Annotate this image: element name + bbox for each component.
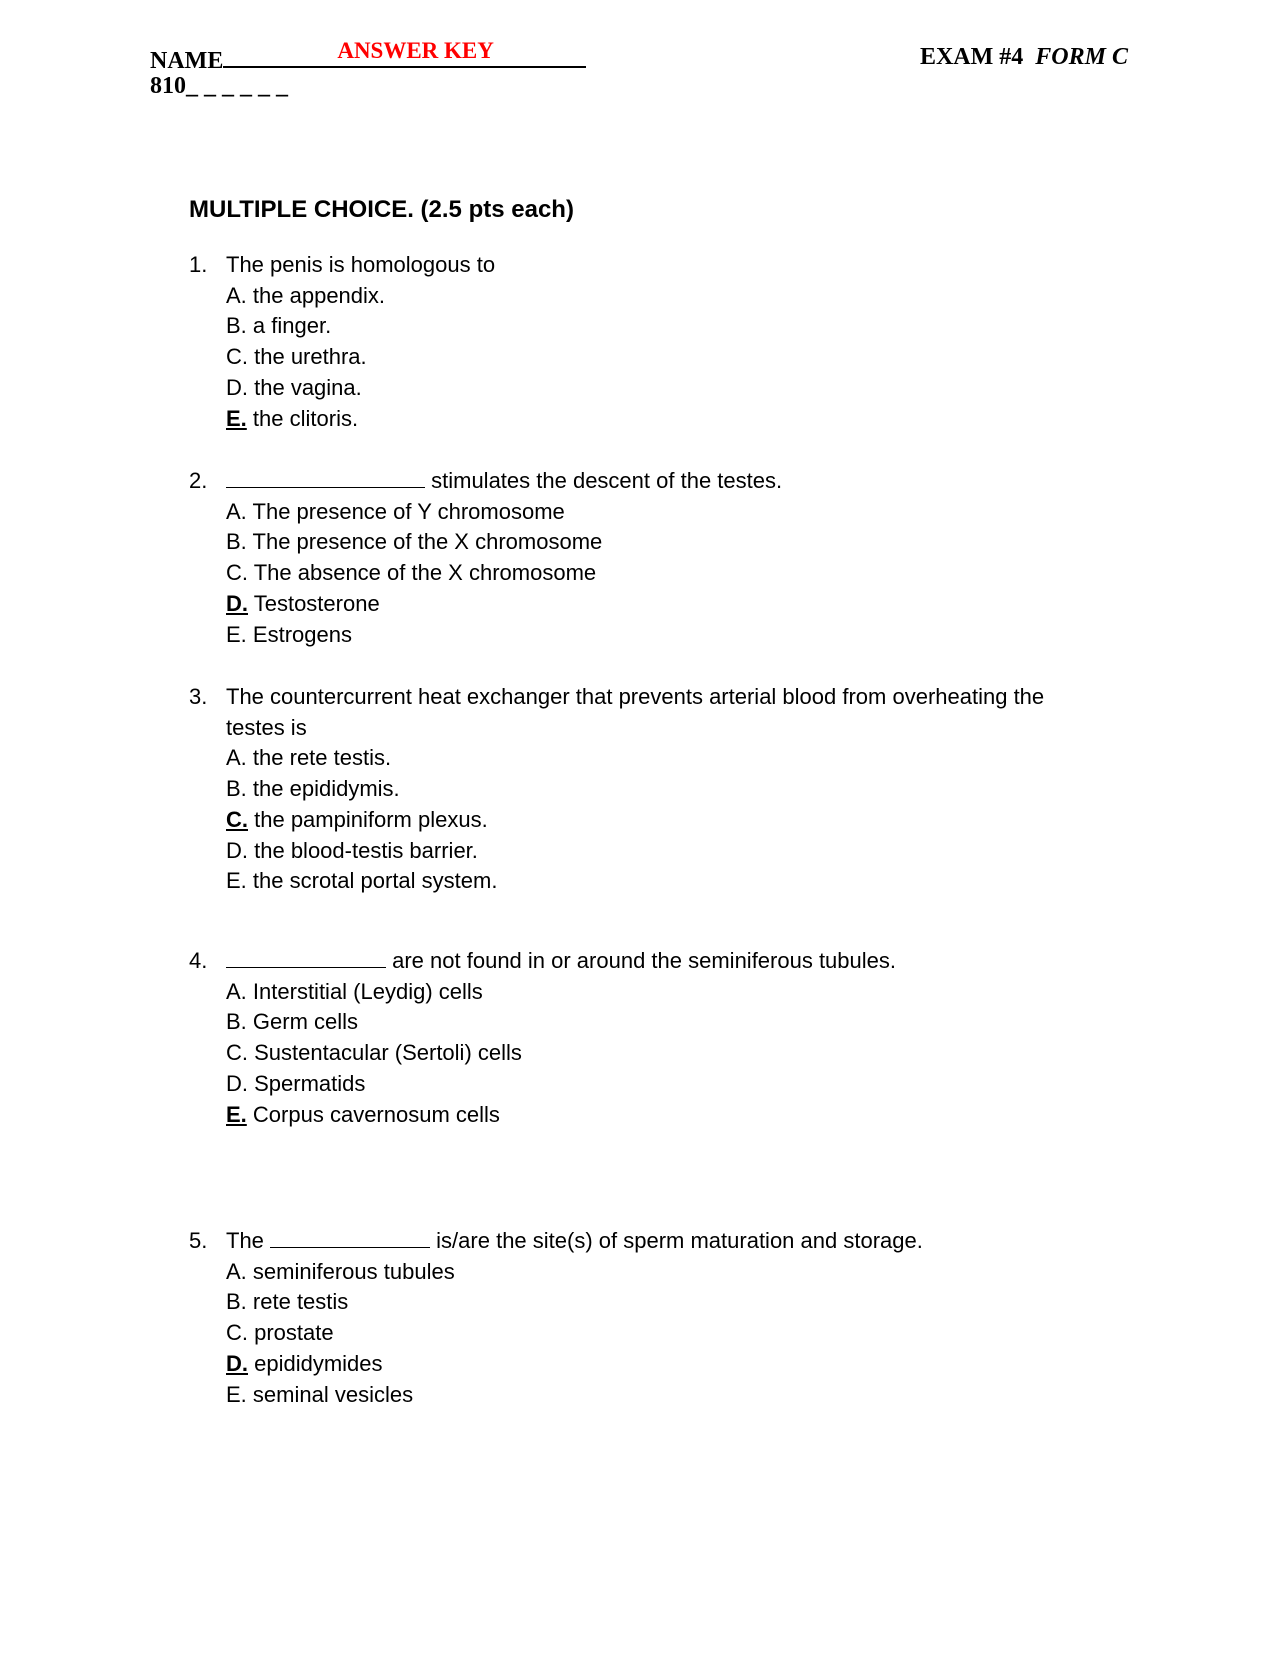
exam-label: EXAM #4 (919, 44, 1024, 70)
option-text: the scrotal portal system. (252, 868, 498, 894)
question-2 (189, 466, 1109, 650)
option-c (226, 805, 1106, 836)
correct-answer-letter: E. (226, 1101, 247, 1127)
question-number: 4. (189, 948, 208, 973)
option-letter: B. (226, 529, 247, 555)
option-letter: D. (226, 1070, 248, 1096)
option-text: the epididymis. (252, 776, 400, 802)
option-c (226, 1318, 1109, 1349)
option-e (226, 404, 1109, 435)
question-4 (189, 946, 1109, 1130)
question-stem (226, 466, 1109, 497)
option-b (226, 311, 1109, 342)
option-text: the clitoris. (252, 405, 359, 431)
correct-answer-letter: E. (226, 405, 247, 431)
option-d (226, 373, 1109, 404)
answer-blank (270, 1227, 430, 1248)
option-e (226, 620, 1109, 651)
option-letter: A. (226, 1258, 247, 1284)
question-number: 2. (189, 468, 208, 493)
option-d (226, 1069, 1109, 1100)
question-text: The penis is homologous to (226, 252, 496, 277)
option-text: epididymides (254, 1350, 383, 1376)
option-text: the rete testis. (252, 745, 392, 771)
option-b (226, 774, 1106, 805)
name-label: NAME (150, 48, 224, 74)
option-e (226, 1100, 1109, 1131)
option-text: Spermatids (254, 1070, 366, 1096)
question-number: 5. (189, 1228, 208, 1253)
section-title: MULTIPLE CHOICE. (2.5 pts each) (189, 196, 574, 223)
question-text: are not found in or around the seminiferous tubules. (392, 948, 896, 973)
option-letter: B. (226, 313, 247, 339)
option-letter: D. (226, 837, 248, 863)
option-letter: C. (226, 344, 248, 370)
option-text: prostate (254, 1320, 334, 1346)
option-letter: E. (226, 868, 247, 894)
question-stem (226, 682, 1106, 743)
option-letter: C. (226, 1320, 248, 1346)
question-text-after: is/are the site(s) of sperm maturation and storage. (436, 1228, 923, 1253)
option-text: Sustentacular (Sertoli) cells (254, 1040, 522, 1066)
option-text: the vagina. (254, 374, 362, 400)
option-text: rete testis (252, 1289, 349, 1315)
question-number: 3. (189, 684, 208, 709)
option-a (226, 497, 1109, 528)
option-letter: A. (226, 498, 247, 524)
option-text: Germ cells (252, 1009, 359, 1035)
question-stem (226, 946, 1109, 977)
id-label: 810 (150, 73, 186, 99)
correct-answer-letter: D. (226, 590, 248, 616)
question-5 (189, 1226, 1109, 1410)
question-number: 1. (189, 252, 208, 277)
correct-answer-letter: D. (226, 1350, 248, 1376)
option-b (226, 527, 1109, 558)
form-label: FORM C (1035, 44, 1128, 70)
option-a (226, 281, 1109, 312)
correct-answer-letter: C. (226, 806, 248, 832)
question-text: stimulates the descent of the testes. (431, 468, 783, 493)
answer-key-stamp: ANSWER KEY (337, 38, 494, 63)
option-c (226, 558, 1109, 589)
option-text: Interstitial (Leydig) cells (252, 978, 483, 1004)
option-text: Estrogens (252, 621, 352, 647)
option-letter: A. (226, 282, 247, 308)
option-text: Testosterone (253, 590, 380, 616)
question-stem (226, 250, 1109, 281)
option-text: Corpus cavernosum cells (252, 1101, 500, 1127)
name-field (150, 38, 586, 75)
option-text: the appendix. (252, 282, 386, 308)
option-text: a finger. (252, 313, 332, 339)
option-letter: B. (226, 1009, 247, 1035)
option-letter: A. (226, 978, 247, 1004)
option-letter: E. (226, 1381, 247, 1407)
exam-form-header (920, 44, 1128, 71)
option-text: the blood-testis barrier. (254, 837, 478, 863)
option-a (226, 1257, 1109, 1288)
option-text: The presence of the X chromosome (252, 529, 603, 555)
option-b (226, 1007, 1109, 1038)
answer-blank (226, 947, 386, 968)
option-letter: B. (226, 1289, 247, 1315)
option-e (226, 1380, 1109, 1411)
option-d (226, 836, 1106, 867)
name-line (223, 38, 586, 68)
option-letter: A. (226, 745, 247, 771)
question-stem (226, 1226, 1109, 1257)
question-1 (189, 250, 1109, 434)
option-letter: E. (226, 621, 247, 647)
answer-blank (226, 467, 425, 488)
option-e (226, 866, 1106, 897)
question-text-before: The (226, 1228, 264, 1253)
option-a (226, 743, 1106, 774)
question-3 (189, 682, 1109, 897)
student-id-field (150, 73, 288, 100)
option-d (226, 589, 1109, 620)
option-letter: C. (226, 560, 248, 586)
option-letter: C. (226, 1040, 248, 1066)
option-text: The presence of Y chromosome (252, 498, 565, 524)
option-letter: D. (226, 374, 248, 400)
option-text: the pampiniform plexus. (254, 806, 488, 832)
question-text: The countercurrent heat exchanger that prevents arterial blood from overheating the testes is (226, 684, 1045, 740)
option-letter: B. (226, 776, 247, 802)
option-c (226, 342, 1109, 373)
option-text: the urethra. (254, 344, 367, 370)
option-text: The absence of the X chromosome (253, 560, 597, 586)
option-a (226, 977, 1109, 1008)
id-blanks: _ _ _ _ _ _ (186, 73, 288, 99)
option-b (226, 1287, 1109, 1318)
option-c (226, 1038, 1109, 1069)
option-d (226, 1349, 1109, 1380)
option-text: seminiferous tubules (252, 1258, 455, 1284)
option-text: seminal vesicles (252, 1381, 414, 1407)
